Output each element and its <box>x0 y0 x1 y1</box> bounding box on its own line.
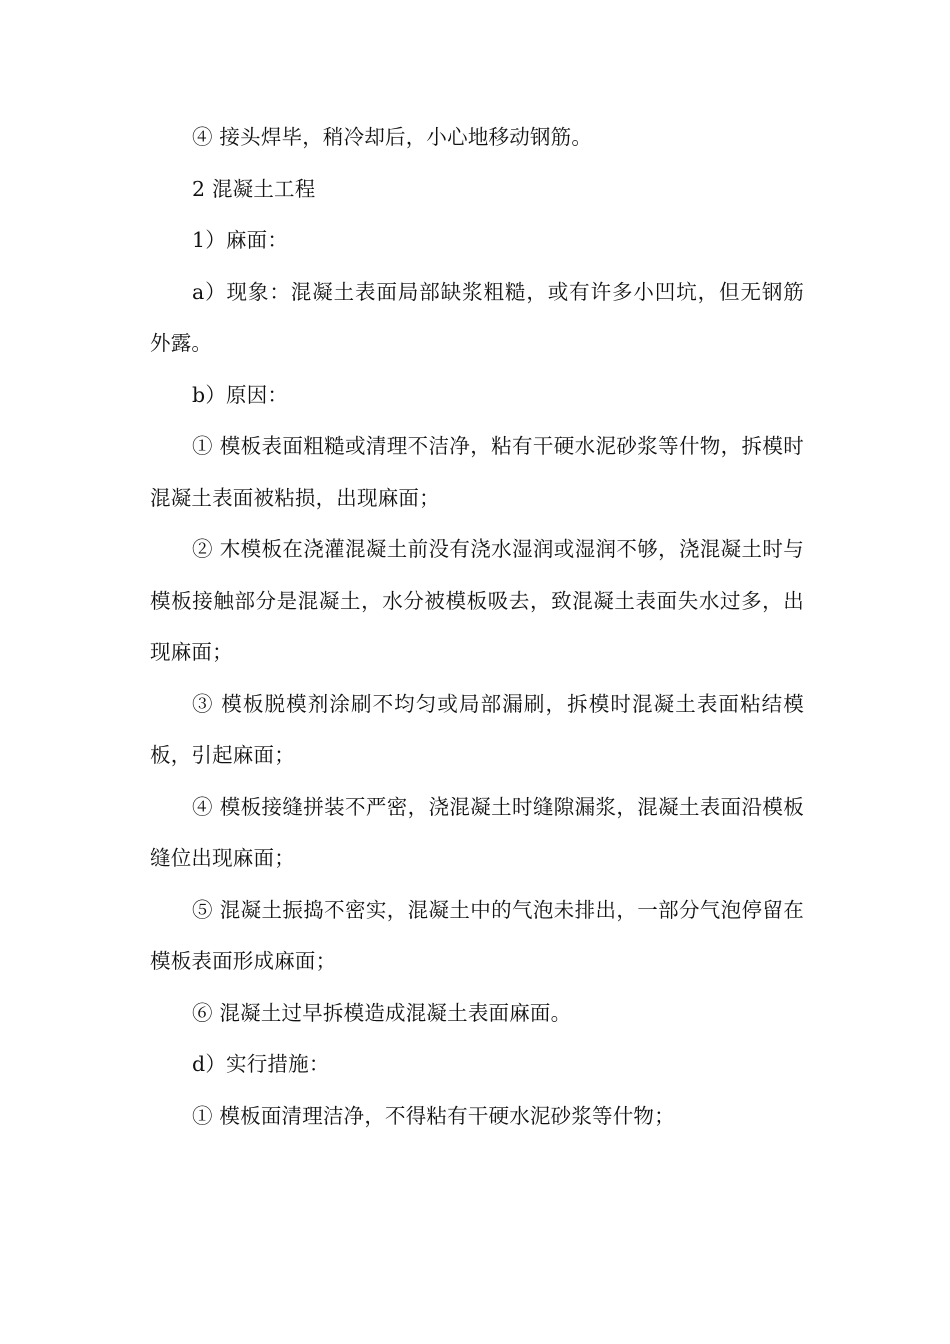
subheading-measures: d）实行措施： <box>192 1052 330 1076</box>
subheading-causes: b）原因： <box>192 382 289 407</box>
paragraph-measure-1: ① 模板面清理洁净，不得粘有干硬水泥砂浆等什物； <box>192 1103 675 1128</box>
paragraph-cause-5: ⑤ 混凝土振捣不密实，混凝土中的气泡未排出，一部分气泡停留在模板表面形成麻面； <box>150 897 804 973</box>
paragraph-phenomenon: a）现象：混凝土表面局部缺浆粗糙，或有许多小凹坑，但无钢筋外露。 <box>150 279 804 355</box>
paragraph-cause-4: ④ 模板接缝拼装不严密，浇混凝土时缝隙漏浆，混凝土表面沿模板缝位出现麻面； <box>150 794 804 870</box>
subheading-pitted-surface: 1）麻面： <box>192 228 289 252</box>
paragraph-cause-1: ① 模板表面粗糙或清理不洁净，粘有干硬水泥砂浆等什物，拆模时混凝土表面被粘损，出现麻面； <box>150 434 804 510</box>
paragraph-cause-2: ② 木模板在浇灌混凝土前没有浇水湿润或湿润不够，浇混凝土时与模板接触部分是混凝土，水分被模板吸去，致混凝土表面失水过多，出现麻面； <box>150 537 804 664</box>
paragraph-weld-cooling: ④ 接头焊毕，稍冷却后，小心地移动钢筋。 <box>192 125 593 149</box>
paragraph-cause-6: ⑥ 混凝土过早拆模造成混凝土表面麻面。 <box>192 1000 572 1025</box>
section-heading-concrete: 2 混凝土工程 <box>192 176 316 201</box>
document-body <box>150 112 804 1142</box>
paragraph-cause-3: ③ 模板脱模剂涂刷不均匀或局部漏刷，拆模时混凝土表面粘结模板，引起麻面； <box>150 691 804 767</box>
